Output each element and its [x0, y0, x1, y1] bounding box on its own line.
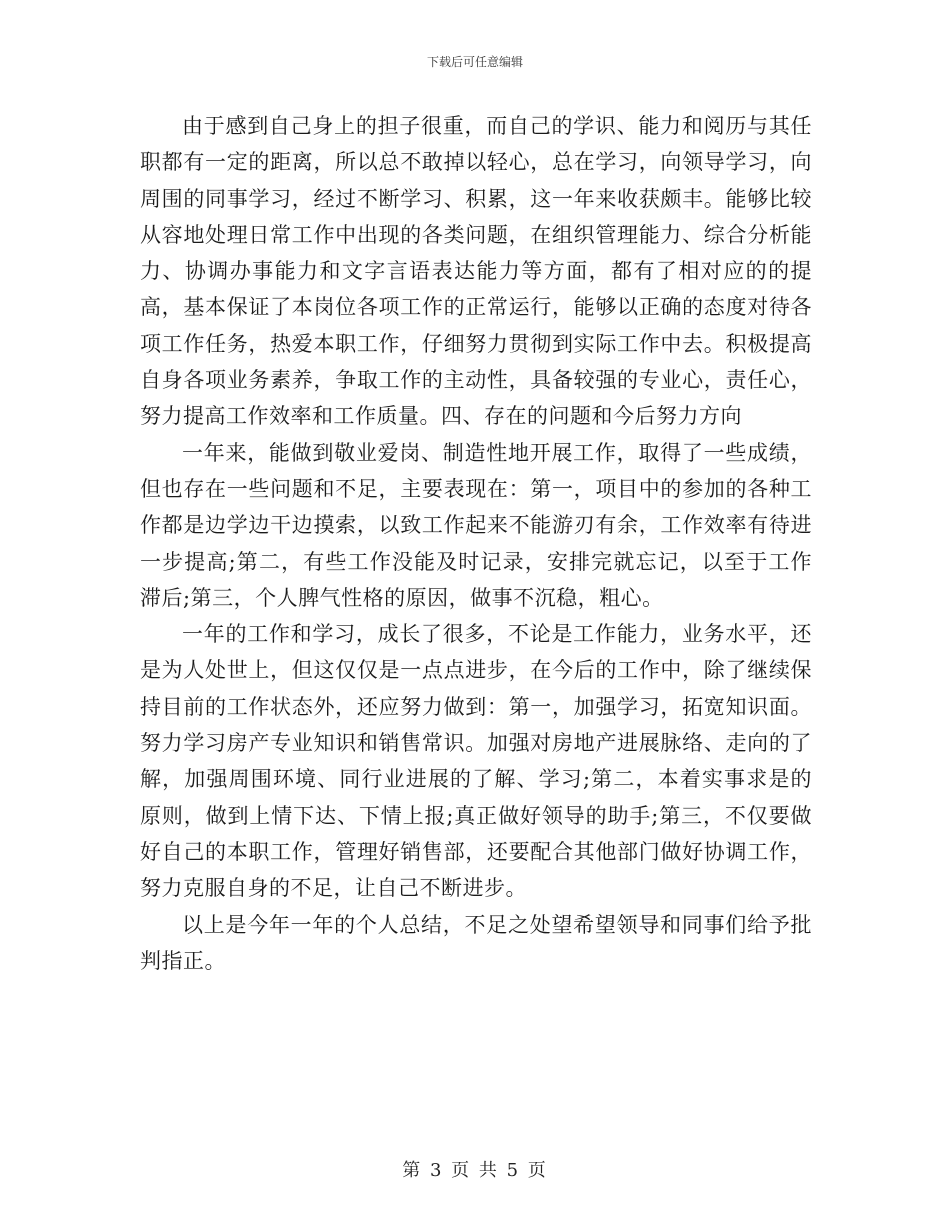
paragraph-2: 一年来，能做到敬业爱岗、制造性地开展工作，取得了一些成绩，但也存在一些问题和不足，主要表现在：第一，项目中的参加的各种工作都是边学边干边摸索，以致工作起来不能游刃有余，工作效率有待进一步提高;第二，有些工作没能及时记录，安排完就忘记，以至于工作滞后;第三，个人脾气性格的原因，做事不沉稳，粗心。 [140, 440, 812, 610]
paragraph-3: 一年的工作和学习，成长了很多，不论是工作能力，业务水平，还是为人处世上，但这仅仅是一点点进步，在今后的工作中，除了继续保持目前的工作状态外，还应努力做到：第一，加强学习，拓宽知识面。努力学习房产专业知识和销售常识。加强对房地产进展脉络、走向的了解，加强周围环境、同行业进展的了解、学习;第二，本着实事求是的原则，做到上情下达、下情上报;真正做好领导的助手;第三，不仅要做好自己的本职工作，管理好销售部，还要配合其他部门做好协调工作，努力克服自身的不足，让自己不断进步。 [140, 622, 812, 901]
page-header: 下载后可任意编辑 [426, 55, 523, 69]
page-number-footer: 第 3 页 共 5 页 [402, 1160, 548, 1181]
paragraph-4: 以上是今年一年的个人总结，不足之处望希望领导和同事们给予批判指正。 [140, 912, 812, 973]
document-body [140, 108, 812, 979]
paragraph-1: 由于感到自己身上的担子很重，而自己的学识、能力和阅历与其任职都有一定的距离，所以总不敢掉以轻心，总在学习，向领导学习，向周围的同事学习，经过不断学习、积累，这一年来收获颇丰。能够比较从容地处理日常工作中出现的各类问题，在组织管理能力、综合分析能力、协调办事能力和文字言语表达能力等方面，都有了相对应的的提高，基本保证了本岗位各项工作的正常运行，能够以正确的态度对待各项工作任务，热爱本职工作，仔细努力贯彻到实际工作中去。积极提高自身各项业务素养，争取工作的主动性，具备较强的专业心，责任心，努力提高工作效率和工作质量。四、存在的问题和今后努力方向 [140, 114, 812, 429]
